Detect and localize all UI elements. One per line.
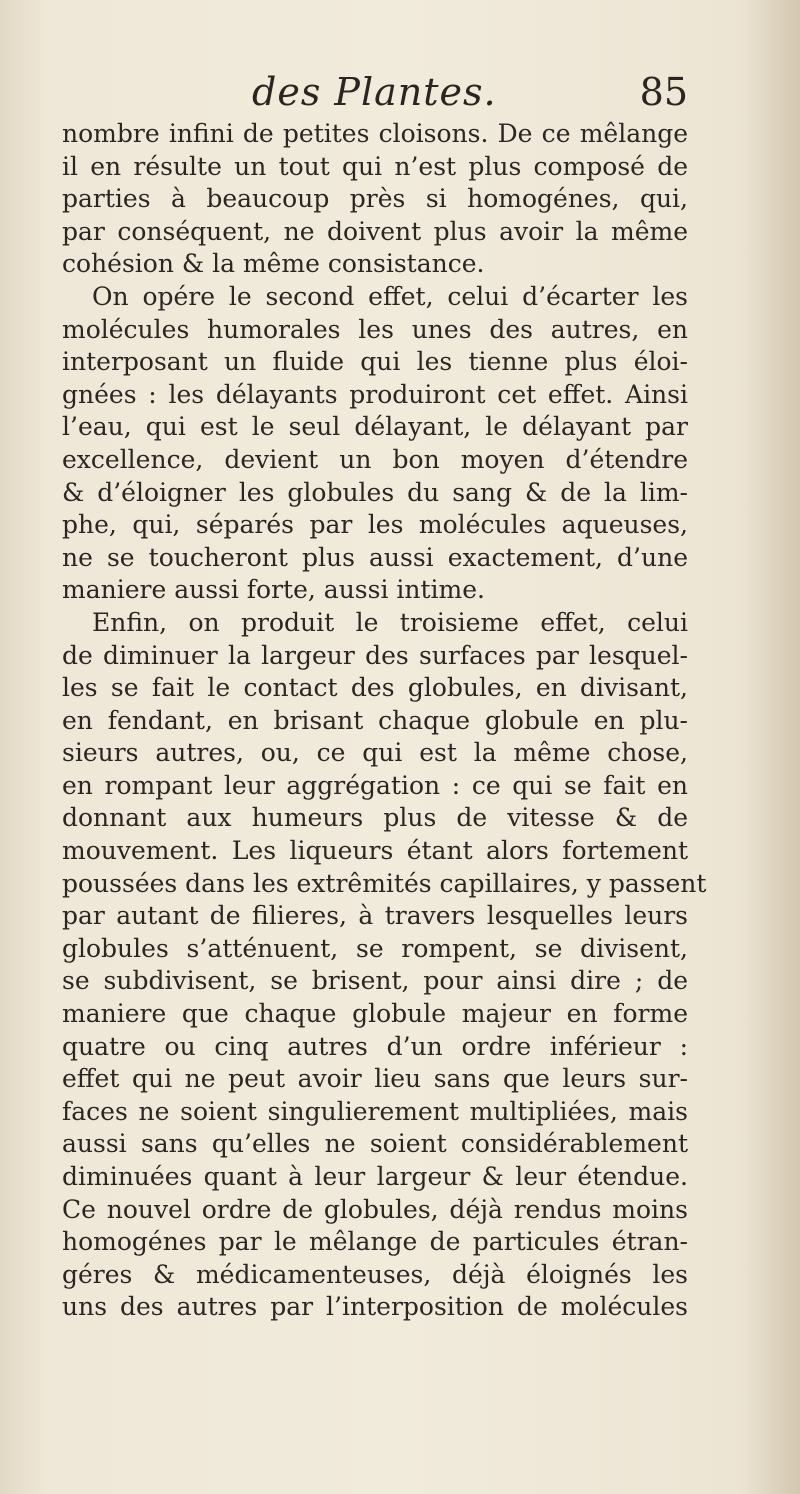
- text-line: sieurs autres, ou, ce qui est la même chose,: [62, 738, 688, 768]
- text-line: maniere aussi forte, aussi intime.: [62, 575, 485, 605]
- paragraph-1: [62, 118, 688, 281]
- text-line: aussi sans qu’elles ne soient considérablement: [62, 1129, 688, 1159]
- text-line: excellence, devient un bon moyen d’étendre: [62, 444, 688, 474]
- text-line: maniere que chaque globule majeur en forme: [62, 999, 688, 1029]
- text-line: les se fait le contact des globules, en divisant,: [62, 673, 688, 703]
- paragraph-3: [62, 607, 707, 1324]
- text-line: uns des autres par l’interposition de molécules: [62, 1292, 688, 1322]
- text-line: se subdivisent, se brisent, pour ainsi dire ; de: [62, 966, 688, 996]
- text-line: nombre infini de petites cloisons. De ce mêlange: [62, 119, 688, 148]
- text-line: effet qui ne peut avoir lieu sans que leurs sur-: [62, 1064, 688, 1094]
- text-line: en rompant leur aggrégation : ce qui se fait en: [62, 770, 688, 800]
- text-line: cohésion & la même consistance.: [62, 249, 485, 279]
- text-line: mouvement. Les liqueurs étant alors fortement: [62, 836, 688, 866]
- body-text: [62, 118, 707, 1324]
- text-line: l’eau, qui est le seul délayant, le délayant par: [62, 412, 688, 442]
- text-line: gnées : les délayants produiront cet effet. Ainsi: [62, 379, 688, 409]
- text-line: molécules humorales les unes des autres, en: [62, 314, 688, 344]
- text-line: homogénes par le mêlange de particules étran-: [62, 1227, 688, 1257]
- text-line: il en résulte un tout qui n’est plus composé de: [62, 151, 688, 181]
- text-line: globules s’atténuent, se rompent, se divisent,: [62, 933, 688, 963]
- text-line: interposant un fluide qui les tienne plus éloi-: [62, 347, 688, 377]
- text-line: diminuées quant à leur largeur & leur étendue.: [62, 1162, 688, 1191]
- text-line: quatre ou cinq autres d’un ordre inférieur :: [62, 1031, 688, 1061]
- text-line: en fendant, en brisant chaque globule en plu-: [62, 705, 688, 735]
- text-line: faces ne soient singulierement multipliées, mais: [62, 1096, 688, 1126]
- running-title: des Plantes.: [252, 70, 497, 114]
- text-line: & d’éloigner les globules du sang & de la lim-: [62, 477, 688, 507]
- text-line: géres & médicamenteuses, déjà éloignés les: [62, 1259, 688, 1289]
- page-edge-shadow: [740, 0, 800, 1494]
- text-line: par conséquent, ne doivent plus avoir la même: [62, 216, 688, 246]
- text-line: parties à beaucoup près si homogénes, qui,: [62, 184, 688, 214]
- text-line: par autant de filieres, à travers lesquelles leurs: [62, 901, 688, 931]
- paragraph-2: [62, 281, 688, 607]
- text-line: poussées dans les extrêmités capillaires, y passent: [62, 868, 707, 898]
- text-line: Ce nouvel ordre de globules, déjà rendus moins: [62, 1194, 688, 1224]
- text-line: On opére le second effet, celui d’écarter les: [92, 281, 688, 311]
- text-line: Enfin, on produit le troisieme effet, celui: [92, 607, 688, 637]
- text-line: donnant aux humeurs plus de vitesse & de: [62, 803, 688, 833]
- text-line: de diminuer la largeur des surfaces par lesquel-: [62, 640, 688, 670]
- text-line: ne se toucheront plus aussi exactement, d’une: [62, 542, 688, 572]
- text-line: phe, qui, séparés par les molécules aqueuses,: [62, 510, 688, 540]
- page-number: 85: [639, 70, 688, 114]
